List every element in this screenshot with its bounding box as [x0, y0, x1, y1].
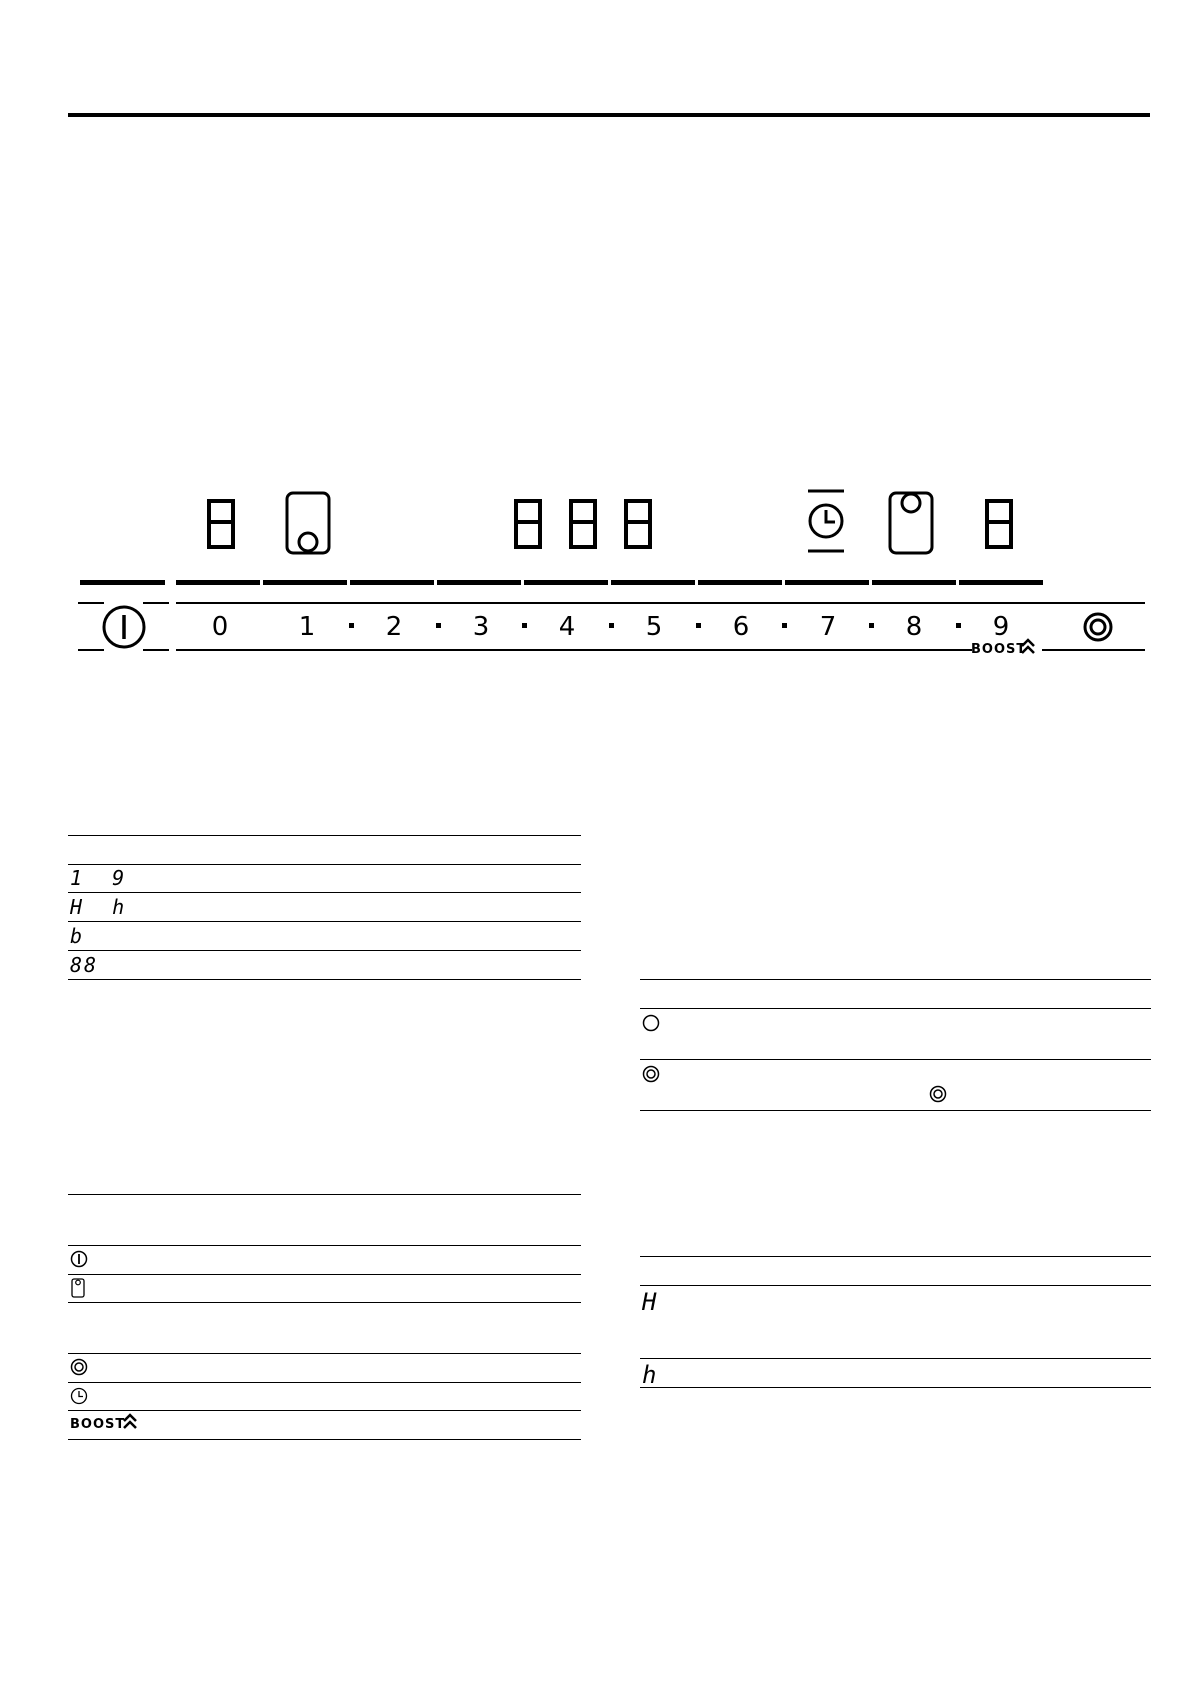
slider-frame-bottom-a — [176, 649, 972, 651]
table-rule — [68, 1439, 581, 1440]
double-circle-icon — [929, 1085, 947, 1103]
table-rule — [68, 921, 581, 922]
power-level-5[interactable]: 5 — [645, 612, 663, 642]
zone-icon — [70, 1358, 88, 1376]
pan-detection-icon — [284, 490, 332, 556]
half-step-dot[interactable] — [869, 623, 874, 628]
slider-bar-3 — [350, 580, 434, 585]
power-level-7[interactable]: 7 — [819, 612, 837, 642]
table-rule — [68, 1274, 581, 1275]
power-level-3[interactable]: 3 — [472, 612, 490, 642]
table-rule — [68, 1302, 581, 1303]
left-zone-display — [204, 498, 238, 550]
slider-frame-top — [176, 602, 1145, 604]
table-rule — [68, 1382, 581, 1383]
table-rule — [640, 979, 1151, 980]
table-rule — [68, 1410, 581, 1411]
slider-bar-7 — [698, 580, 782, 585]
boost-chevron-icon[interactable] — [1020, 638, 1036, 656]
table-rule — [68, 892, 581, 893]
symbol-H: H — [642, 1288, 659, 1316]
power-level-2[interactable]: 2 — [385, 612, 403, 642]
power-icon — [70, 1250, 88, 1268]
half-step-dot[interactable] — [782, 623, 787, 628]
boost-chevron-icon — [122, 1413, 138, 1431]
power-level-1[interactable]: 1 — [298, 612, 316, 642]
double-circle-icon — [642, 1065, 660, 1083]
boost-label: BOOST — [70, 1417, 126, 1432]
half-step-dot[interactable] — [956, 623, 961, 628]
table-rule — [640, 1059, 1151, 1060]
boost-label[interactable]: BOOST — [971, 642, 1027, 657]
table-rule — [640, 1358, 1151, 1359]
zone-extension-button-icon[interactable] — [1082, 611, 1114, 643]
table-rule — [640, 1285, 1151, 1286]
power-button-icon[interactable] — [101, 604, 147, 650]
page-top-rule — [68, 113, 1150, 117]
power-level-0[interactable]: 0 — [211, 612, 229, 642]
table-rule — [68, 1245, 581, 1246]
half-step-dot[interactable] — [349, 623, 354, 628]
single-circle-icon — [642, 1014, 660, 1032]
pan-top-icon — [887, 490, 935, 556]
power-level-9[interactable]: 9 — [992, 612, 1010, 642]
pan-icon — [71, 1278, 85, 1298]
table-rule — [640, 1008, 1151, 1009]
timer-icon — [806, 488, 846, 554]
table-rule — [68, 979, 581, 980]
table-rule — [68, 950, 581, 951]
slider-frame-bottom-b — [1042, 649, 1145, 651]
symbol-power-levels: 1 9 — [70, 866, 127, 890]
slider-bar-6 — [611, 580, 695, 585]
table-rule — [640, 1256, 1151, 1257]
slider-bar-10 — [959, 580, 1043, 585]
table-rule — [640, 1110, 1151, 1111]
right-zone-display — [982, 498, 1016, 550]
table-rule — [68, 835, 581, 836]
power-switch-bar — [80, 580, 165, 585]
table-rule — [68, 1353, 581, 1354]
center-display-888 — [511, 498, 656, 550]
symbol-boost: b — [70, 924, 85, 948]
symbol-residual-heat: H h — [70, 895, 127, 919]
half-step-dot[interactable] — [696, 623, 701, 628]
power-level-6[interactable]: 6 — [732, 612, 750, 642]
slider-bar-4 — [437, 580, 521, 585]
table-rule — [68, 1194, 581, 1195]
slider-bar-2 — [263, 580, 347, 585]
timer-icon — [70, 1387, 88, 1405]
table-rule — [640, 1387, 1151, 1388]
power-level-4[interactable]: 4 — [558, 612, 576, 642]
half-step-dot[interactable] — [522, 623, 527, 628]
symbol-h: h — [642, 1361, 659, 1389]
half-step-dot[interactable] — [436, 623, 441, 628]
slider-bar-9 — [872, 580, 956, 585]
power-level-8[interactable]: 8 — [905, 612, 923, 642]
half-step-dot[interactable] — [609, 623, 614, 628]
table-rule — [68, 864, 581, 865]
slider-bar-1 — [176, 580, 260, 585]
symbol-timer-display: 88 — [70, 953, 99, 977]
slider-bar-8 — [785, 580, 869, 585]
slider-bar-5 — [524, 580, 608, 585]
